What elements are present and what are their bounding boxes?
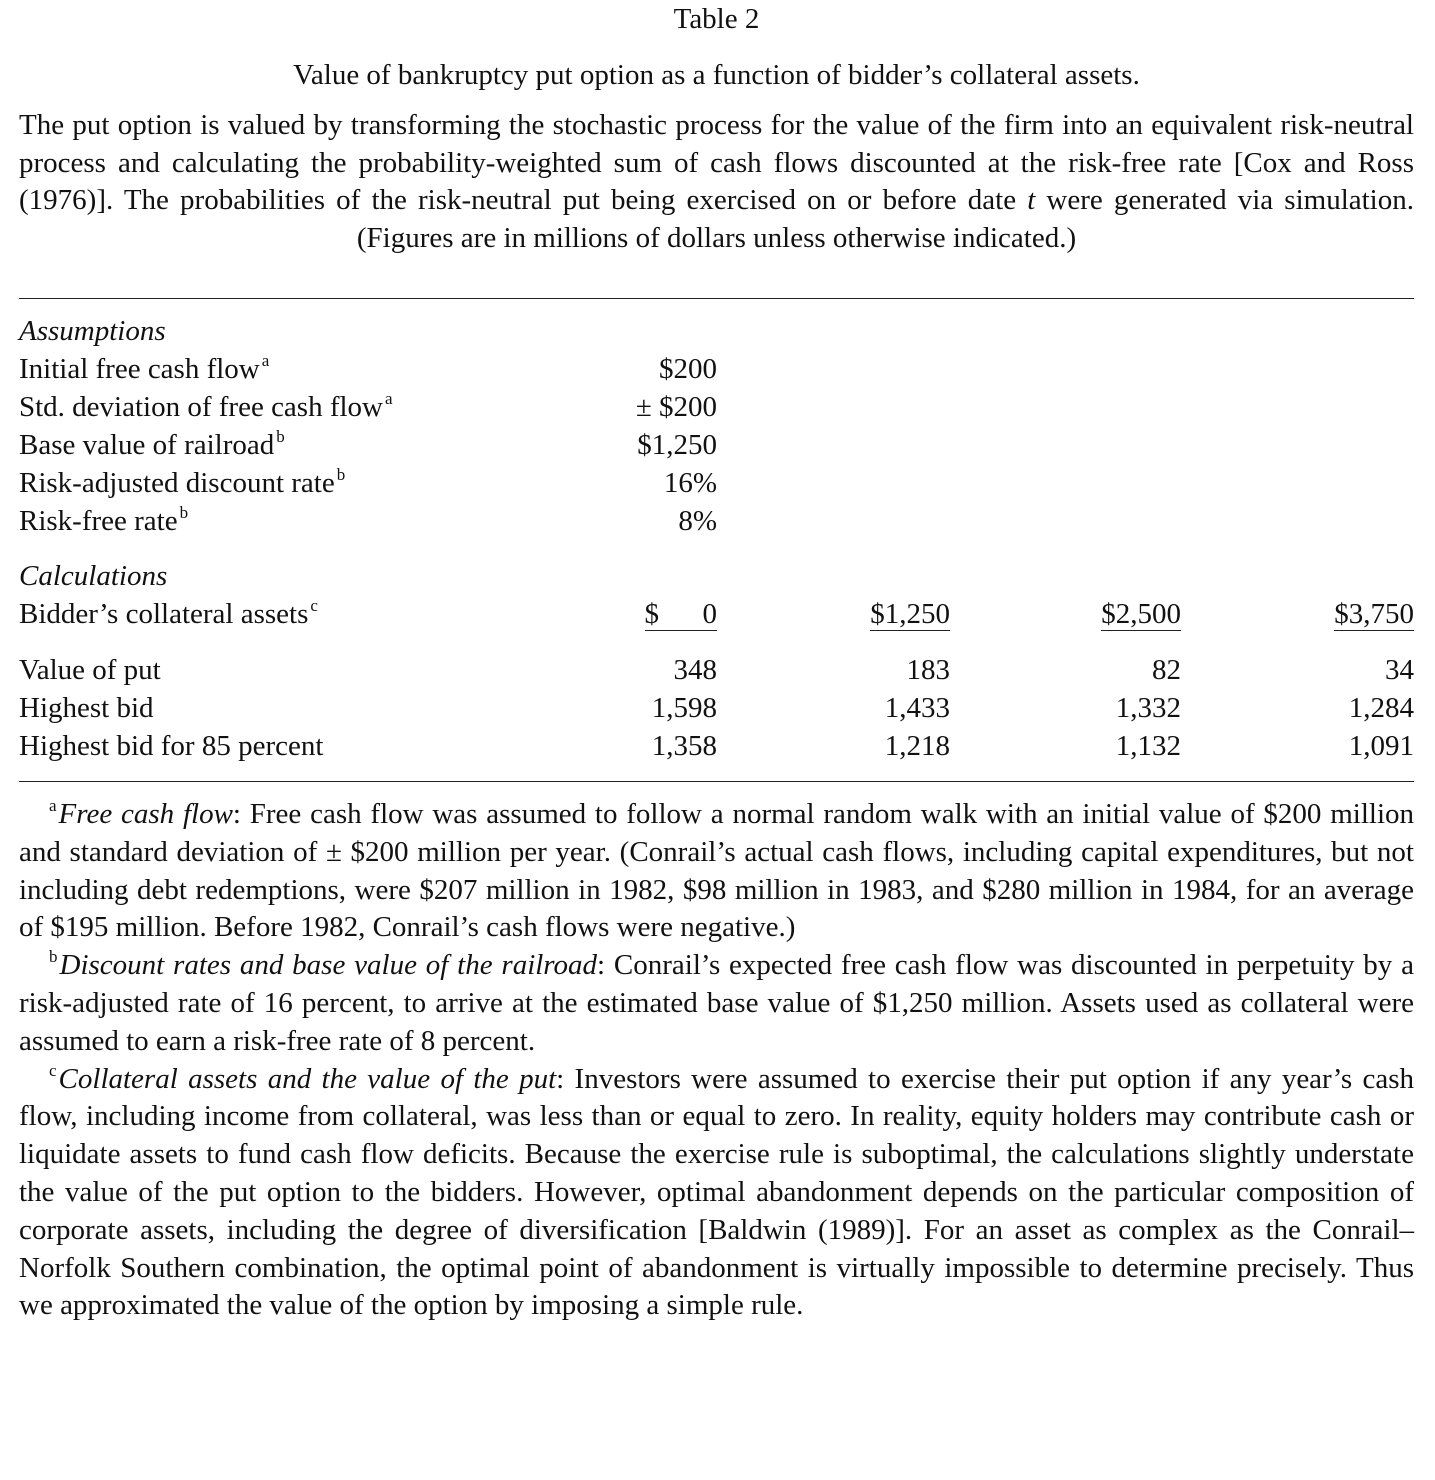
- assumption-row: [19, 464, 1414, 502]
- calculation-label: Highest bid: [19, 692, 154, 724]
- collateral-label-text: Bidder’s collateral assets: [19, 598, 309, 630]
- calculations-heading: Calculations: [19, 560, 168, 592]
- calculation-value: 1,433: [884, 692, 950, 724]
- assumption-value: 8%: [678, 505, 717, 537]
- footnote-mark: a: [385, 389, 393, 408]
- footnote-mark: b: [336, 465, 346, 484]
- assumption-value: $200: [659, 353, 717, 385]
- assumption-row: [19, 426, 1414, 464]
- footnote-title: Collateral assets and the value of the put: [58, 1062, 557, 1095]
- table-page: [19, 0, 1414, 1325]
- caption-text-end: were generated via simulation. (Figures are in millions of dollars unless otherwise indicated.): [356, 184, 1414, 254]
- footnotes: [19, 796, 1414, 1325]
- footnote-mark: b: [276, 427, 285, 446]
- footnote-b: [19, 947, 1414, 1060]
- collateral-row: [19, 595, 1414, 633]
- footnote-text: : Conrail’s expected free cash flow was discounted in perpetuity by a risk-adjusted rate of 16 percent, to arrive at the estimated base value of $1,250 million. Assets used as collateral were assumed to earn a risk-free rate of 8 percent.: [19, 949, 1414, 1057]
- collateral-value-text: $3,750: [1334, 598, 1414, 630]
- calculation-value: 1,332: [1115, 692, 1181, 724]
- table-number: Table 2: [673, 3, 760, 35]
- calculation-value: 183: [906, 654, 950, 686]
- footnote-title: Discount rates and base value of the railroad: [59, 949, 598, 982]
- calculation-row: [19, 689, 1414, 727]
- table-bottom-rule: [19, 781, 1414, 782]
- footnote-c: [19, 1061, 1414, 1326]
- footnote-mark: b: [179, 503, 189, 522]
- caption-text-start: The put option is valued by transforming the stochastic process for the value of the firm into an equivalent risk-neutral process and calculating the probability-weighted sum of cash flows discounted at the risk-free rate [Cox and Ross (1976)]. The probabilities of the risk-neutral put being exercised on or before date: [19, 109, 1414, 216]
- assumption-label: [19, 426, 285, 464]
- table-top-rule: [19, 298, 1414, 299]
- assumption-row: [19, 388, 1414, 426]
- collateral-value-text: $1,250: [870, 598, 950, 630]
- footnote-text: : Investors were assumed to exercise their put option if any year’s cash flow, including income from collateral, was less than or equal to zero. In reality, equity holders may contribute cash or liquidate assets to fund cash flow deficits. Because the exercise rule is suboptimal, the calculations slightly understate the value of the put option to the bidders. However, optimal abandonment depends on the particular composition of corporate assets, including the degree of diversification [Baldwin (1989)]. For an asset as complex as the Conrail–Norfolk Southern combination, the optimal point of abandonment is virtually impossible to determine precisely. Thus we approximated the value of the option by imposing a simple rule.: [19, 1062, 1414, 1322]
- footnote-title: Free cash flow: [58, 798, 233, 830]
- calculation-row: [19, 651, 1414, 689]
- assumption-value: 16%: [663, 467, 717, 499]
- table-title: Value of bankruptcy put option as a function of bidder’s collateral assets.: [293, 59, 1140, 91]
- collateral-value-text: $2,500: [1101, 598, 1181, 630]
- footnote-a: [19, 796, 1414, 947]
- footnote-text: : Free cash flow was assumed to follow a normal random walk with an initial value of $200 million and standard deviation of ± $200 million per year. (Conrail’s actual cash flows, including capital expenditures, but not including debt redemptions, were $207 million in 1982, $98 million in 1983, and $280 million in 1984, for an average of $195 million. Before 1982, Conrail’s cash flows were negative.): [19, 798, 1414, 944]
- assumption-label-text: Risk-adjusted discount rate: [19, 467, 335, 499]
- collateral-value: [1334, 595, 1414, 633]
- assumption-label-text: Std. deviation of free cash flow: [19, 391, 384, 423]
- assumption-label-text: Base value of railroad: [19, 429, 275, 461]
- calculation-value: 1,091: [1348, 730, 1414, 762]
- collateral-value: [870, 595, 950, 633]
- collateral-label: [19, 595, 318, 633]
- calculation-value: 1,358: [651, 730, 717, 762]
- footnote-mark: c: [310, 596, 318, 615]
- assumption-label-text: Risk-free rate: [19, 505, 178, 537]
- assumption-label: [19, 388, 393, 426]
- calculation-value: 1,218: [884, 730, 950, 762]
- assumption-row: [19, 350, 1414, 388]
- assumptions-section: [19, 312, 1414, 540]
- calculation-value: 1,284: [1348, 692, 1414, 724]
- calculation-row: [19, 727, 1414, 765]
- collateral-value-text: $ 0: [644, 598, 717, 630]
- calculation-label: Value of put: [19, 654, 161, 686]
- footnote-mark: b: [49, 947, 58, 967]
- assumption-row: [19, 502, 1414, 540]
- calculation-value: 82: [1152, 654, 1181, 686]
- footnote-mark: c: [49, 1060, 57, 1080]
- assumption-label: [19, 350, 269, 388]
- calculations-section: [19, 557, 1414, 765]
- assumptions-heading: Assumptions: [19, 315, 166, 347]
- footnote-mark: a: [49, 796, 57, 815]
- assumption-label: [19, 464, 345, 502]
- calculation-value: 348: [673, 654, 717, 686]
- assumption-label: [19, 502, 188, 540]
- assumption-label-text: Initial free cash flow: [19, 353, 260, 385]
- collateral-value: [1101, 595, 1181, 633]
- footnote-mark: a: [261, 351, 270, 370]
- collateral-value: [645, 595, 718, 633]
- calculation-value: 34: [1385, 654, 1414, 686]
- table-caption: [19, 107, 1414, 257]
- calculation-value: 1,598: [651, 692, 717, 724]
- calculation-label: Highest bid for 85 percent: [19, 730, 324, 762]
- assumption-value: ± $200: [635, 391, 717, 423]
- assumption-value: $1,250: [637, 429, 717, 461]
- caption-variable: t: [1027, 184, 1036, 216]
- calculation-value: 1,132: [1115, 730, 1181, 762]
